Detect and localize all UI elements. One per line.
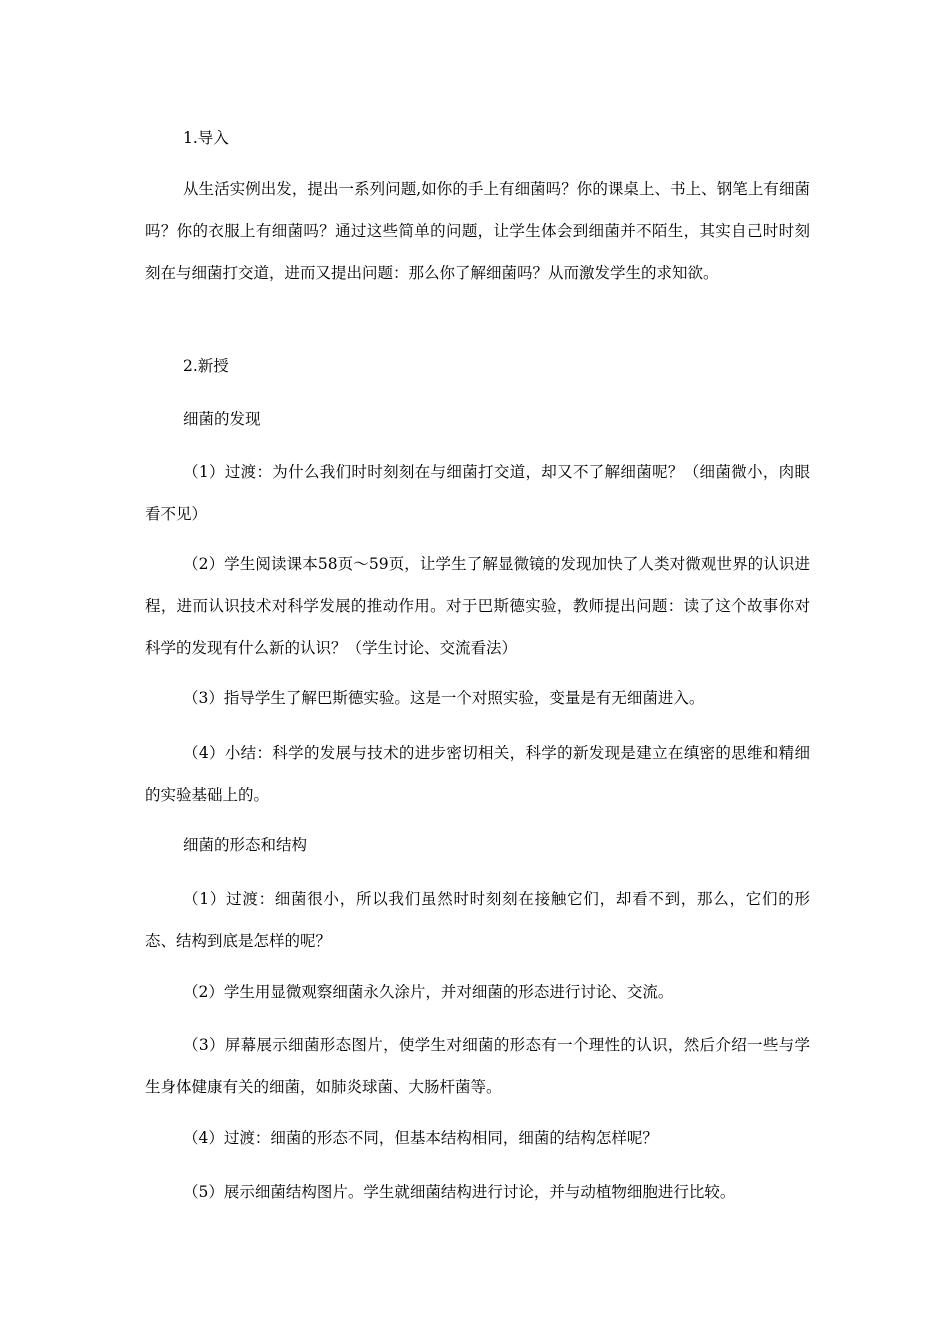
discovery-item-3: （3）指导学生了解巴斯德实验。这是一个对照实验，变量是有无细菌进入。 [183, 689, 705, 707]
structure-subheading: 细菌的形态和结构 [183, 836, 308, 854]
intro-paragraph: 从生活实例出发，提出一系列问题,如你的手上有细菌吗？你的课桌上、书上、钢笔上有细菌吗？你的衣服上有细菌吗？通过这些简单的问题，让学生体会到细菌并不陌生，其实自己时时刻刻在与细菌打交道，进而又提出问题：那么你了解细菌吗？从而激发学生的求知欲。 [145, 180, 810, 282]
discovery-item-1: （1）过渡：为什么我们时时刻刻在与细菌打交道，却又不了解细菌呢？（细菌微小，肉眼看不见） [145, 463, 810, 523]
discovery-item-4: （4）小结：科学的发展与技术的进步密切相关，科学的新发现是建立在缜密的思维和精细的实验基础上的。 [145, 744, 810, 804]
structure-item-1: （1）过渡：细菌很小，所以我们虽然时时刻刻在接触它们，却看不到，那么，它们的形态、结构到底是怎样的呢？ [145, 890, 810, 950]
structure-item-3: （3）屏幕展示细菌形态图片，使学生对细菌的形态有一个理性的认识，然后介绍一些与学生身体健康有关的细菌，如肺炎球菌、大肠杆菌等。 [145, 1036, 810, 1096]
discovery-subheading: 细菌的发现 [183, 410, 261, 428]
structure-item-2: （2）学生用显微观察细菌永久涂片，并对细菌的形态进行讨论、交流。 [183, 983, 674, 1001]
section-1-heading: 1.导入 [183, 129, 229, 147]
structure-item-5: （5）展示细菌结构图片。学生就细菌结构进行讨论，并与动植物细胞进行比较。 [183, 1183, 736, 1201]
section-2-heading: 2.新授 [183, 357, 229, 375]
discovery-item-2: （2）学生阅读课本58页～59页，让学生了解显微镜的发现加快了人类对微观世界的认识进程，进而认识技术对科学发展的推动作用。对于巴斯德实验，教师提出问题：读了这个故事你对科学的发现有什么新的认识？（学生讨论、交流看法） [145, 555, 810, 657]
structure-item-4: （4）过渡：细菌的形态不同，但基本结构相同，细菌的结构怎样呢？ [183, 1129, 658, 1147]
